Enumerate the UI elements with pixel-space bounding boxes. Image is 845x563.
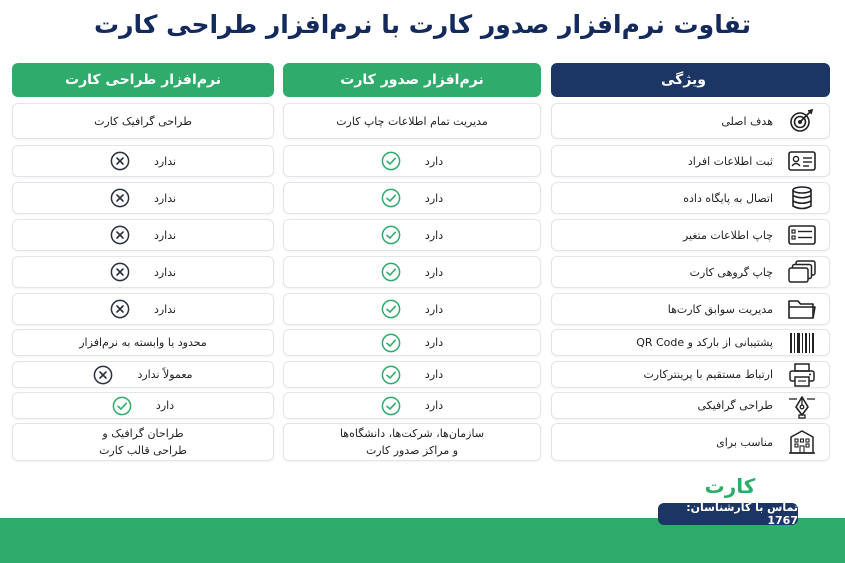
- design-software-cell: [12, 219, 274, 251]
- id-card-icon: [787, 148, 817, 174]
- issue-software-cell: [283, 145, 541, 177]
- cell-text: دارد: [424, 154, 444, 168]
- cross-circle-icon: [110, 188, 130, 208]
- feature-label: هدف اصلی: [721, 114, 773, 128]
- cell-text: سازمان‌ها، شرکت‌ها، دانشگاه‌ها و مراکز صدور کارت: [339, 427, 485, 457]
- header-card-issuing-software: نرم‌افزار صدور کارت: [283, 63, 541, 97]
- cell-text: دارد: [424, 191, 444, 205]
- feature-cell: [551, 256, 830, 288]
- cross-circle-icon: [110, 262, 130, 282]
- issue-software-cell: [283, 103, 541, 139]
- cell-text: مدیریت تمام اطلاعات چاپ کارت: [336, 114, 488, 128]
- cell-text: طراحی گرافیک کارت: [94, 114, 192, 128]
- cell-value: [110, 151, 176, 171]
- target-icon: [787, 108, 817, 134]
- header-card-design-software: نرم‌افزار طراحی کارت: [12, 63, 274, 97]
- cell-value: [110, 299, 176, 319]
- cell-value: [110, 225, 176, 245]
- feature-cell: [551, 145, 830, 177]
- issue-software-cell: [283, 361, 541, 388]
- issue-software-cell: [283, 293, 541, 325]
- issue-software-cell: [283, 423, 541, 461]
- feature-cell: [551, 103, 830, 139]
- cell-value: [112, 396, 174, 416]
- folder-icon: [787, 296, 817, 322]
- feature-label: پشتیبانی از بارکد و QR Code: [636, 336, 773, 349]
- cell-value: [381, 299, 443, 319]
- cell-value: [99, 425, 187, 459]
- cell-value: [381, 333, 443, 353]
- feature-cell: [551, 182, 830, 214]
- design-software-cell: [12, 293, 274, 325]
- issue-software-cell: [283, 182, 541, 214]
- cell-value: [381, 151, 443, 171]
- design-software-cell: [12, 256, 274, 288]
- design-software-cell: [12, 145, 274, 177]
- feature-label: طراحی گرافیکی: [697, 399, 773, 412]
- header-feature: ویژگی: [551, 63, 830, 97]
- check-circle-icon: [381, 299, 401, 319]
- feature-label: مدیریت سوابق کارت‌ها: [667, 302, 773, 316]
- design-software-cell: [12, 392, 274, 419]
- cell-text: دارد: [155, 399, 175, 412]
- cell-value: [381, 188, 443, 208]
- feature-label: چاپ اطلاعات متغیر: [682, 228, 773, 242]
- feature-label: ثبت اطلاعات افراد: [687, 154, 773, 168]
- cell-value: [110, 188, 176, 208]
- feature-label: چاپ گروهی کارت: [689, 265, 773, 279]
- cell-text: ندارد: [153, 154, 177, 168]
- check-circle-icon: [381, 262, 401, 282]
- cell-text: معمولاً ندارد: [137, 368, 193, 381]
- issue-software-cell: [283, 329, 541, 356]
- feature-cell: [551, 293, 830, 325]
- check-circle-icon: [381, 188, 401, 208]
- printer-icon: [787, 362, 817, 388]
- cell-text: دارد: [424, 368, 444, 381]
- design-software-cell: [12, 182, 274, 214]
- cell-text: طراحان گرافیک و طراحی قالب کارت: [99, 427, 187, 457]
- check-circle-icon: [381, 365, 401, 385]
- cell-value: [336, 115, 488, 128]
- check-circle-icon: [381, 151, 401, 171]
- cell-text: دارد: [424, 399, 444, 412]
- cell-text: ندارد: [153, 265, 177, 279]
- cell-text: دارد: [424, 302, 444, 316]
- feature-cell: [551, 392, 830, 419]
- feature-cell: [551, 361, 830, 388]
- feature-cell: [551, 423, 830, 461]
- cell-value: [79, 336, 207, 349]
- cross-circle-icon: [110, 151, 130, 171]
- database-icon: [787, 185, 817, 211]
- check-circle-icon: [381, 396, 401, 416]
- cell-text: دارد: [424, 228, 444, 242]
- svg-text:کارت: کارت: [704, 474, 756, 498]
- feature-label: مناسب برای: [716, 435, 773, 449]
- design-software-cell: [12, 361, 274, 388]
- issue-software-cell: [283, 256, 541, 288]
- pen-tool-icon: [787, 393, 817, 419]
- feature-cell: [551, 219, 830, 251]
- feature-label: اتصال به پایگاه داده: [683, 191, 773, 205]
- cell-text: ندارد: [153, 191, 177, 205]
- cell-text: محدود یا وابسته به نرم‌افزار: [79, 336, 207, 349]
- cell-value: [340, 425, 484, 459]
- design-software-cell: [12, 103, 274, 139]
- cell-text: ندارد: [153, 302, 177, 316]
- cross-circle-icon: [110, 299, 130, 319]
- cross-circle-icon: [93, 365, 113, 385]
- cell-value: [93, 365, 192, 385]
- data-card-icon: [787, 222, 817, 248]
- brand-logo: [668, 472, 792, 500]
- cross-circle-icon: [110, 225, 130, 245]
- contact-badge[interactable]: تماس با کارشناسان: 1767: [658, 503, 798, 525]
- cell-text: ندارد: [153, 228, 177, 242]
- cell-value: [94, 115, 192, 128]
- cell-value: [110, 262, 176, 282]
- cell-value: [381, 365, 443, 385]
- feature-cell: [551, 329, 830, 356]
- cell-text: دارد: [424, 265, 444, 279]
- barcode-icon: [787, 330, 817, 356]
- check-circle-icon: [381, 225, 401, 245]
- page-title: تفاوت نرم‌افزار صدور کارت با نرم‌افزار طراحی کارت: [94, 10, 751, 39]
- cell-value: [381, 396, 443, 416]
- building-icon: [787, 429, 817, 455]
- design-software-cell: [12, 423, 274, 461]
- cell-text: دارد: [424, 336, 444, 349]
- check-circle-icon: [381, 333, 401, 353]
- feature-label: ارتباط مستقیم با پرینترکارت: [643, 368, 773, 381]
- cell-value: [381, 225, 443, 245]
- check-circle-icon: [112, 396, 132, 416]
- design-software-cell: [12, 329, 274, 356]
- issue-software-cell: [283, 219, 541, 251]
- cell-value: [381, 262, 443, 282]
- card-stack-icon: [787, 259, 817, 285]
- issue-software-cell: [283, 392, 541, 419]
